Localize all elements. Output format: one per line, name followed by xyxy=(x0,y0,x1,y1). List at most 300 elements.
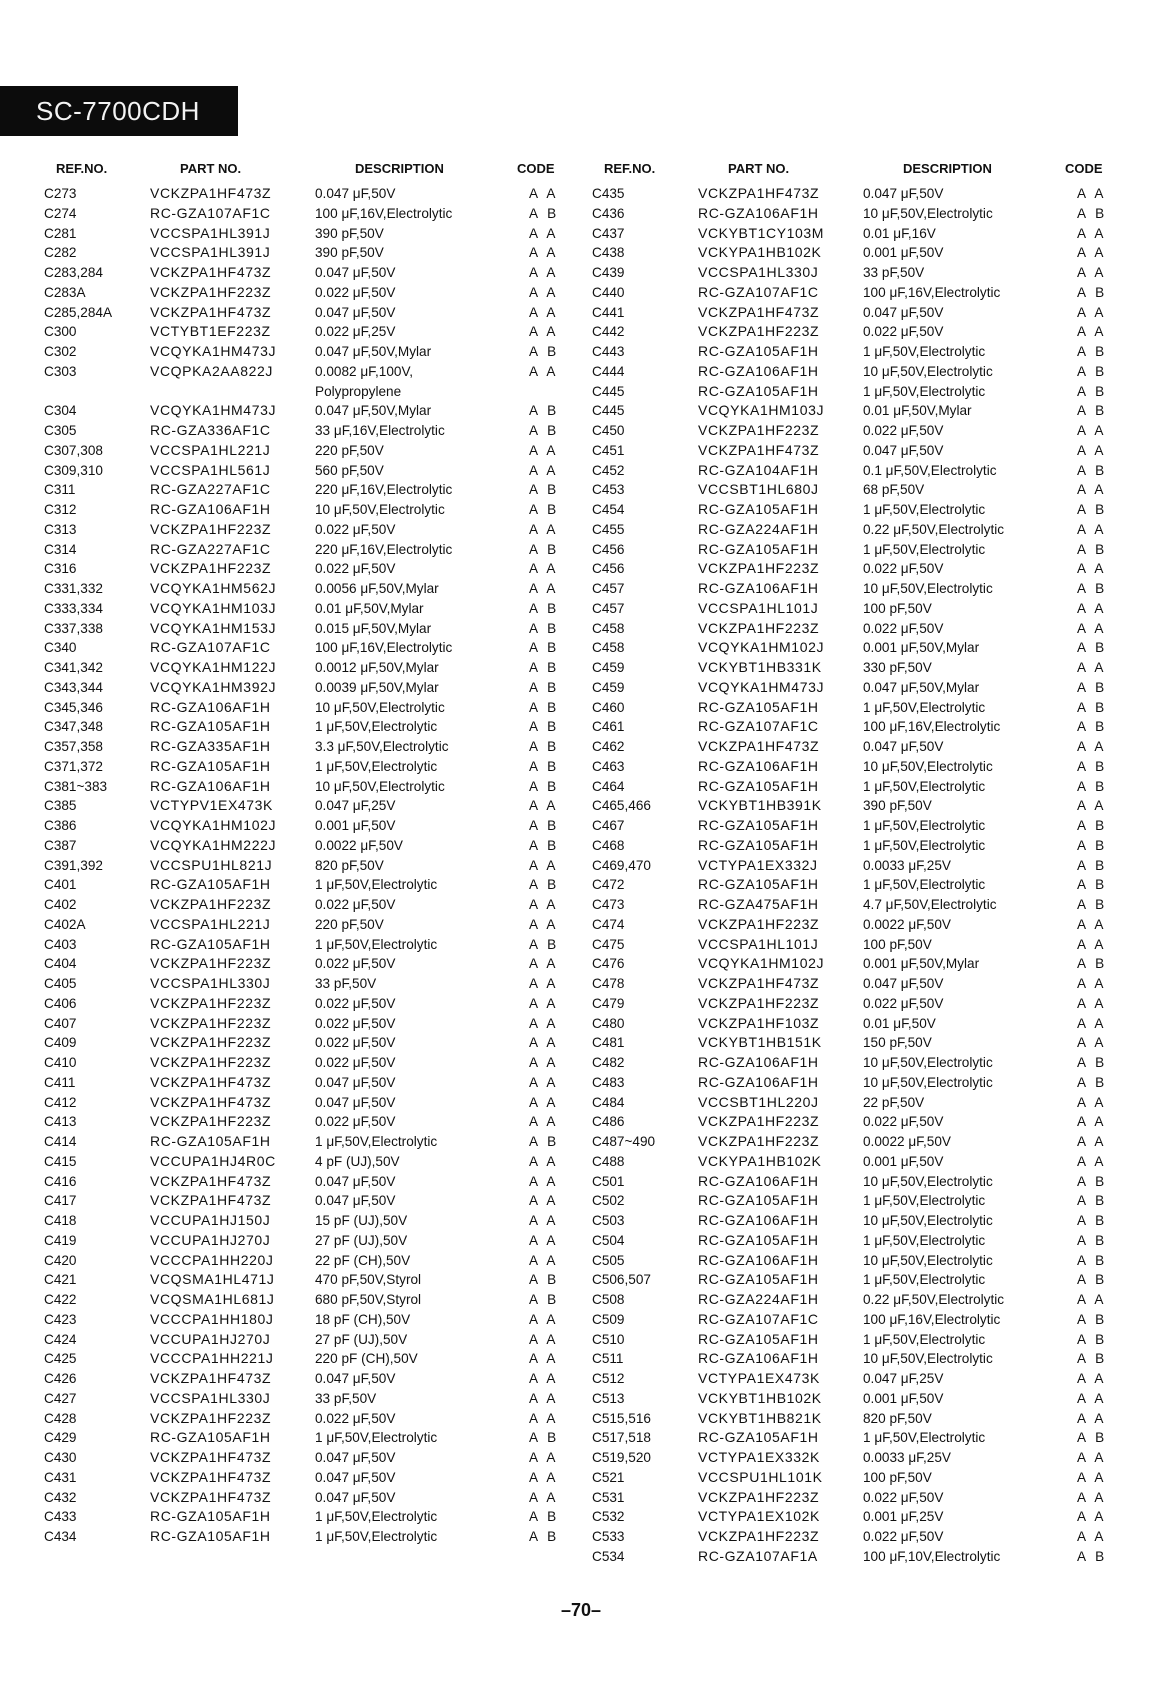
table-row xyxy=(38,1409,578,1429)
table-row xyxy=(38,816,578,836)
description-cell: 0.047 μF,50V xyxy=(863,739,944,754)
description-cell: 0.047 μF,50V xyxy=(315,186,396,201)
part-no-cell: VCKYBT1CY103M xyxy=(698,224,825,241)
code-cell: A B xyxy=(529,739,560,754)
description-cell: 1 μF,50V,Electrolytic xyxy=(863,383,986,399)
part-no-cell: VCKZPA1HF223Z xyxy=(698,994,820,1011)
table-row xyxy=(38,717,578,737)
code-cell: A A xyxy=(1077,561,1107,577)
code-cell: A B xyxy=(529,1509,560,1525)
ref-no-cell: C434 xyxy=(44,1529,77,1544)
ref-no-cell: C432 xyxy=(44,1489,77,1505)
part-no-cell: VCCCPA1HH221J xyxy=(150,1350,274,1367)
table-row xyxy=(586,974,1128,994)
part-no-cell: VCKZPA1HF473Z xyxy=(150,1468,272,1485)
ref-no-cell: C478 xyxy=(592,976,625,991)
code-cell: A B xyxy=(529,719,560,735)
table-row xyxy=(38,322,578,342)
description-cell: 0.001 μF,50V xyxy=(863,1390,944,1406)
ref-no-cell: C505 xyxy=(592,1252,625,1268)
ref-no-cell: C303 xyxy=(44,363,77,379)
ref-no-cell: C532 xyxy=(592,1509,625,1525)
table-row xyxy=(586,224,1128,244)
ref-no-cell: C435 xyxy=(592,186,625,201)
table-row xyxy=(38,935,578,955)
description-cell: 0.022 μF,50V xyxy=(315,284,396,300)
description-cell: 0.047 μF,50V xyxy=(863,976,944,991)
part-no-cell: VCQYKA1HM473J xyxy=(698,678,825,695)
table-row xyxy=(586,619,1128,639)
part-no-cell: VCKZPA1HF103Z xyxy=(698,1014,820,1031)
part-no-cell: VCKYPA1HB102K xyxy=(698,1152,822,1169)
table-row xyxy=(586,1409,1128,1429)
part-no-cell: RC-GZA105AF1H xyxy=(698,1192,819,1209)
table-row xyxy=(586,994,1128,1014)
description-cell: 0.0082 μF,100V, xyxy=(315,363,414,379)
ref-no-cell: C404 xyxy=(44,956,77,972)
code-cell: A B xyxy=(1077,1213,1108,1228)
table-row xyxy=(586,1033,1128,1053)
code-cell: A B xyxy=(529,403,560,419)
description-cell: 10 μF,50V,Electrolytic xyxy=(863,581,993,596)
ref-no-cell: C410 xyxy=(44,1055,77,1070)
part-no-cell: VCKZPA1HF223Z xyxy=(698,323,820,340)
code-cell: A A xyxy=(529,304,559,320)
ref-no-cell: C300 xyxy=(44,324,77,340)
ref-no-cell: C418 xyxy=(44,1213,77,1228)
part-no-cell: RC-GZA105AF1H xyxy=(698,382,819,399)
part-no-cell: RC-GZA106AF1H xyxy=(698,1212,819,1228)
code-cell: A A xyxy=(529,521,559,537)
code-cell: A B xyxy=(1077,1193,1108,1209)
code-cell: A A xyxy=(529,1232,559,1248)
ref-no-cell: C458 xyxy=(592,640,625,656)
code-cell: A B xyxy=(529,818,560,833)
part-no-cell: VCCSPA1HL391J xyxy=(150,244,271,261)
ref-no-cell: C391,392 xyxy=(44,857,103,873)
ref-no-cell: C473 xyxy=(592,897,625,912)
description-cell: 100 μF,16V,Electrolytic xyxy=(863,719,1001,735)
description-cell: 0.01 μF,50V xyxy=(863,1015,936,1031)
description-cell: 1 μF,50V,Electrolytic xyxy=(863,818,986,833)
ref-no-cell: C463 xyxy=(592,758,625,774)
table-row xyxy=(38,658,578,678)
part-no-cell: VCCSPA1HL330J xyxy=(150,975,271,991)
description-cell: 10 μF,50V,Electrolytic xyxy=(863,1074,993,1090)
code-cell: A A xyxy=(529,1331,559,1347)
code-cell: A A xyxy=(529,1035,559,1051)
table-row xyxy=(38,1073,578,1093)
part-no-cell: VCKZPA1HF473Z xyxy=(150,303,272,320)
code-cell: A B xyxy=(529,344,560,359)
ref-no-cell: C424 xyxy=(44,1331,77,1347)
part-no-cell: VCKZPA1HF223Z xyxy=(150,1113,272,1130)
part-no-cell: VCKZPA1HF223Z xyxy=(150,560,272,577)
part-no-cell: RC-GZA105AF1H xyxy=(698,876,819,893)
code-cell: A A xyxy=(529,1390,559,1406)
code-cell: A A xyxy=(1077,1529,1107,1544)
code-cell: A A xyxy=(1077,976,1107,991)
table-row xyxy=(38,856,578,876)
description-cell: 1 μF,50V,Electrolytic xyxy=(315,1430,438,1446)
part-no-cell: VCTYPA1EX473K xyxy=(698,1370,820,1386)
code-cell: A A xyxy=(529,1351,559,1367)
table-row xyxy=(38,836,578,856)
part-no-cell: VCTYPA1EX332K xyxy=(698,1449,820,1465)
code-cell: A B xyxy=(1077,1173,1108,1189)
code-cell: A A xyxy=(1077,620,1107,636)
table-row xyxy=(38,1152,578,1172)
ref-no-cell: C311 xyxy=(44,482,76,498)
description-cell: 1 μF,50V,Electrolytic xyxy=(863,541,986,557)
ref-no-cell: C512 xyxy=(592,1371,625,1386)
description-cell: 0.1 μF,50V,Electrolytic xyxy=(863,462,997,478)
part-no-cell: VCCCPA1HH180J xyxy=(150,1310,274,1327)
part-no-cell: RC-GZA105AF1H xyxy=(150,876,271,893)
description-cell: 10 μF,50V,Electrolytic xyxy=(863,1252,993,1268)
part-no-cell: RC-GZA105AF1H xyxy=(698,501,819,517)
ref-no-cell: C302 xyxy=(44,344,77,359)
code-cell: A A xyxy=(529,1252,559,1268)
part-no-cell: VCKYBT1HB331K xyxy=(698,659,822,675)
header-part-no: PART NO. xyxy=(728,160,790,176)
table-row xyxy=(586,1349,1128,1369)
part-no-cell: VCKZPA1HF473Z xyxy=(698,303,820,320)
code-cell: A A xyxy=(529,363,559,379)
ref-no-cell: C422 xyxy=(44,1292,77,1307)
description-cell: 1 μF,50V,Electrolytic xyxy=(863,1430,986,1446)
ref-no-cell: C436 xyxy=(592,205,625,221)
ref-no-cell: C403 xyxy=(44,936,77,952)
ref-no-cell: C460 xyxy=(592,699,625,715)
ref-no-cell: C503 xyxy=(592,1213,625,1228)
table-row xyxy=(38,461,578,481)
code-cell: A B xyxy=(1077,1430,1108,1446)
ref-no-cell: C504 xyxy=(592,1232,625,1248)
description-cell: 0.047 μF,50V xyxy=(315,1469,396,1485)
code-cell: A B xyxy=(1077,1232,1108,1248)
code-cell: A A xyxy=(529,265,559,280)
table-row xyxy=(38,1527,578,1547)
part-no-cell: VCKZPA1HF473Z xyxy=(698,738,820,754)
table-row xyxy=(586,1093,1128,1113)
part-no-cell: RC-GZA107AF1C xyxy=(698,718,819,735)
ref-no-cell: C455 xyxy=(592,521,625,537)
ref-no-cell: C519,520 xyxy=(592,1450,651,1465)
ref-no-cell: C427 xyxy=(44,1390,77,1406)
table-row xyxy=(38,974,578,994)
ref-no-cell: C414 xyxy=(44,1134,77,1149)
code-cell: A B xyxy=(529,423,560,438)
part-no-cell: RC-GZA104AF1H xyxy=(698,461,819,478)
parts-column-right xyxy=(586,152,1128,1567)
part-no-cell: RC-GZA106AF1H xyxy=(698,1054,819,1070)
table-row xyxy=(586,1152,1128,1172)
ref-no-cell: C441 xyxy=(592,304,625,320)
part-no-cell: VCKZPA1HF223Z xyxy=(150,1409,272,1426)
code-cell: A B xyxy=(529,620,560,636)
table-row xyxy=(586,322,1128,342)
ref-no-cell: C445 xyxy=(592,403,625,419)
header-ref-no: REF.NO. xyxy=(56,160,108,176)
description-cell: 100 pF,50V xyxy=(863,1469,932,1485)
table-row xyxy=(38,1132,578,1152)
ref-no-cell: C506,507 xyxy=(592,1272,651,1288)
description-cell: 1 μF,50V,Electrolytic xyxy=(863,1331,986,1347)
code-cell: A B xyxy=(1077,857,1108,873)
code-cell: A A xyxy=(529,1173,559,1189)
description-cell: 390 pF,50V xyxy=(315,225,384,241)
code-cell: A A xyxy=(529,225,559,241)
table-row xyxy=(586,421,1128,441)
part-no-cell: VCKYBT1HB151K xyxy=(698,1034,822,1051)
code-cell: A A xyxy=(1077,1015,1107,1031)
code-cell: A A xyxy=(1077,600,1107,616)
description-cell: 390 pF,50V xyxy=(315,245,384,261)
description-cell: 0.047 μF,50V,Mylar xyxy=(315,403,432,419)
table-row xyxy=(38,1468,578,1488)
description-cell: 1 μF,50V,Electrolytic xyxy=(863,778,986,794)
code-cell: A A xyxy=(529,324,559,340)
description-cell: 0.022 μF,50V xyxy=(863,561,944,577)
code-cell: A A xyxy=(529,1153,559,1169)
part-no-cell: RC-GZA105AF1H xyxy=(150,1429,271,1446)
part-no-cell: RC-GZA106AF1H xyxy=(698,1172,819,1189)
code-cell: A A xyxy=(529,284,559,300)
description-cell: 1 μF,50V,Electrolytic xyxy=(315,877,438,893)
description-cell: 27 pF (UJ),50V xyxy=(315,1232,408,1248)
ref-no-cell: C467 xyxy=(592,818,625,833)
table-row xyxy=(38,184,578,204)
table-row xyxy=(38,263,578,283)
description-cell: 10 μF,50V,Electrolytic xyxy=(315,699,445,715)
table-row xyxy=(38,1507,578,1527)
part-no-cell: VCQYKA1HM122J xyxy=(150,659,277,675)
table-row xyxy=(586,1270,1128,1290)
code-cell: A B xyxy=(1077,956,1108,972)
table-row xyxy=(38,796,578,816)
description-cell: 0.022 μF,50V xyxy=(315,897,396,912)
description-cell: 0.047 μF,50V xyxy=(315,1193,396,1209)
description-cell: 100 μF,16V,Electrolytic xyxy=(863,284,1001,300)
part-no-cell: VCKYBT1HB821K xyxy=(698,1409,822,1426)
description-cell: 0.047 μF,50V xyxy=(315,1173,396,1189)
part-no-cell: VCKZPA1HF223Z xyxy=(698,560,820,577)
table-row xyxy=(38,1448,578,1468)
part-no-cell xyxy=(150,382,315,402)
table-row xyxy=(586,559,1128,579)
code-cell: A A xyxy=(1077,1153,1107,1169)
description-cell: 27 pF (UJ),50V xyxy=(315,1331,408,1347)
part-no-cell: VCKZPA1HF473Z xyxy=(150,1093,272,1110)
header-ref-no: REF.NO. xyxy=(604,160,656,176)
table-row xyxy=(586,915,1128,935)
description-cell: 1 μF,50V,Electrolytic xyxy=(863,1272,986,1288)
ref-no-cell: C452 xyxy=(592,462,625,478)
code-cell: A A xyxy=(529,956,559,972)
part-no-cell: VCKZPA1HF223Z xyxy=(150,955,272,972)
part-no-cell: VCKZPA1HF473Z xyxy=(150,1192,272,1209)
part-no-cell: RC-GZA106AF1H xyxy=(698,204,819,221)
ref-no-cell: C419 xyxy=(44,1232,77,1248)
description-cell: 0.001 μF,50V xyxy=(315,818,396,833)
ref-no-cell: C464 xyxy=(592,778,625,794)
ref-no-cell: C425 xyxy=(44,1351,77,1367)
part-no-cell: VCCSPA1HL101J xyxy=(698,599,819,616)
description-cell: 10 μF,50V,Electrolytic xyxy=(863,758,993,774)
table-row xyxy=(586,204,1128,224)
ref-no-cell: C313 xyxy=(44,521,77,537)
description-cell: 0.0056 μF,50V,Mylar xyxy=(315,581,439,596)
code-cell: A A xyxy=(529,995,559,1011)
part-no-cell: RC-GZA105AF1H xyxy=(698,698,819,715)
ref-no-cell: C281 xyxy=(44,225,77,241)
table-row xyxy=(38,401,578,421)
table-row xyxy=(586,1507,1128,1527)
table-row xyxy=(38,441,578,461)
table-row xyxy=(38,1053,578,1073)
ref-no-cell: C304 xyxy=(44,403,77,419)
ref-no-cell: C465,466 xyxy=(592,798,651,814)
ref-no-cell: C483 xyxy=(592,1074,625,1090)
ref-no-cell: C307,308 xyxy=(44,442,103,458)
table-row xyxy=(38,1251,578,1271)
ref-no-cell: C458 xyxy=(592,620,625,636)
table-row xyxy=(586,263,1128,283)
table-row xyxy=(38,954,578,974)
code-cell: A B xyxy=(1077,897,1108,912)
ref-no-cell: C273 xyxy=(44,186,77,201)
table-row xyxy=(586,678,1128,698)
code-cell: A B xyxy=(1077,205,1108,221)
description-cell: 0.047 μF,50V xyxy=(863,442,944,458)
ref-no-cell: C381~383 xyxy=(44,778,108,794)
description-cell: 1 μF,50V,Electrolytic xyxy=(315,719,438,735)
ref-no-cell: C534 xyxy=(592,1548,625,1564)
table-row xyxy=(586,184,1128,204)
rows-right xyxy=(586,184,1128,1567)
description-cell: 0.001 μF,50V,Mylar xyxy=(863,956,980,972)
description-cell: 100 μF,16V,Electrolytic xyxy=(315,640,453,656)
ref-no-cell: C274 xyxy=(44,205,77,221)
table-row xyxy=(586,895,1128,915)
part-no-cell: RC-GZA106AF1H xyxy=(150,777,271,794)
code-cell: A A xyxy=(1077,1509,1107,1525)
description-cell: 0.0033 μF,25V xyxy=(863,857,951,873)
description-cell: 1 μF,50V,Electrolytic xyxy=(315,758,438,774)
code-cell: A B xyxy=(529,877,560,893)
ref-no-cell: C459 xyxy=(592,679,625,695)
table-row xyxy=(38,421,578,441)
description-cell: 560 pF,50V xyxy=(315,462,384,478)
description-cell: 0.001 μF,50V xyxy=(863,245,944,261)
table-row xyxy=(38,875,578,895)
code-cell: A B xyxy=(1077,1055,1108,1070)
ref-no-cell: C423 xyxy=(44,1311,77,1327)
code-cell: A B xyxy=(1077,383,1108,399)
table-row xyxy=(38,303,578,323)
part-no-cell: VCKZPA1HF223Z xyxy=(150,1014,272,1031)
table-row xyxy=(38,500,578,520)
part-no-cell: VCTYPV1EX473K xyxy=(150,797,273,814)
part-no-cell: VCCSPA1HL101J xyxy=(698,935,819,952)
table-row xyxy=(38,915,578,935)
code-cell: A B xyxy=(529,502,560,517)
description-cell: 33 pF,50V xyxy=(863,265,925,280)
table-row xyxy=(38,1211,578,1231)
ref-no-cell: C521 xyxy=(592,1469,625,1485)
code-cell: A A xyxy=(529,897,559,912)
part-no-cell: RC-GZA106AF1H xyxy=(150,501,271,517)
description-cell: 0.022 μF,50V xyxy=(315,1114,396,1130)
code-cell: A B xyxy=(1077,818,1108,833)
part-no-cell: RC-GZA107AF1C xyxy=(150,639,271,656)
ref-no-cell: C409 xyxy=(44,1035,77,1051)
description-cell: Polypropylene xyxy=(315,383,402,399)
ref-no-cell: C411 xyxy=(44,1074,76,1090)
header-description: DESCRIPTION xyxy=(903,160,992,176)
part-no-cell: VCTYPA1EX332J xyxy=(698,856,818,873)
ref-no-cell: C407 xyxy=(44,1015,77,1031)
ref-no-cell: C316 xyxy=(44,561,77,577)
description-cell: 3.3 μF,50V,Electrolytic xyxy=(315,739,449,754)
table-row xyxy=(586,480,1128,500)
code-cell: A A xyxy=(529,581,559,596)
description-cell: 0.022 μF,50V xyxy=(863,423,944,438)
code-cell: A B xyxy=(1077,462,1108,478)
ref-no-cell: C443 xyxy=(592,344,625,359)
description-cell: 1 μF,50V,Electrolytic xyxy=(863,344,986,359)
part-no-cell: VCKZPA1HF223Z xyxy=(698,915,820,932)
description-cell: 0.047 μF,50V,Mylar xyxy=(863,679,980,695)
description-cell: 390 pF,50V xyxy=(863,798,932,814)
table-row xyxy=(38,1270,578,1290)
description-cell: 0.047 μF,25V xyxy=(315,798,396,814)
ref-no-cell: C312 xyxy=(44,502,77,517)
description-cell: 0.22 μF,50V,Electrolytic xyxy=(863,1292,1005,1307)
description-cell: 0.01 μF,50V,Mylar xyxy=(863,403,972,419)
part-no-cell: VCCSBT1HL680J xyxy=(698,481,819,498)
description-cell: 15 pF (UJ),50V xyxy=(315,1213,408,1228)
code-cell: A A xyxy=(529,1469,559,1485)
ref-no-cell: C515,516 xyxy=(592,1410,651,1426)
description-cell: 10 μF,50V,Electrolytic xyxy=(315,502,445,517)
ref-no-cell: C469,470 xyxy=(592,857,651,873)
part-no-cell: RC-GZA105AF1H xyxy=(150,1528,271,1544)
part-no-cell: RC-GZA105AF1H xyxy=(698,1271,819,1288)
table-row xyxy=(586,1527,1128,1547)
description-cell: 0.047 μF,50V xyxy=(315,1094,396,1110)
description-cell: 820 pF,50V xyxy=(315,857,384,873)
ref-no-cell: C405 xyxy=(44,976,77,991)
ref-no-cell: C484 xyxy=(592,1094,625,1110)
ref-no-cell: C438 xyxy=(592,245,625,261)
ref-no-cell: C510 xyxy=(592,1331,625,1347)
description-cell: 10 μF,50V,Electrolytic xyxy=(863,363,993,379)
table-row xyxy=(586,1231,1128,1251)
description-cell: 10 μF,50V,Electrolytic xyxy=(863,1173,993,1189)
table-row xyxy=(586,1251,1128,1271)
code-cell: A A xyxy=(1077,660,1107,675)
table-row xyxy=(586,362,1128,382)
description-cell: 150 pF,50V xyxy=(863,1035,932,1051)
code-cell: A A xyxy=(529,442,559,458)
part-no-cell: VCKZPA1HF473Z xyxy=(150,1488,272,1505)
code-cell: A B xyxy=(529,482,560,498)
ref-no-cell: C387 xyxy=(44,837,77,853)
ref-no-cell: C337,338 xyxy=(44,620,103,636)
part-no-cell: VCQSMA1HL471J xyxy=(150,1271,275,1288)
